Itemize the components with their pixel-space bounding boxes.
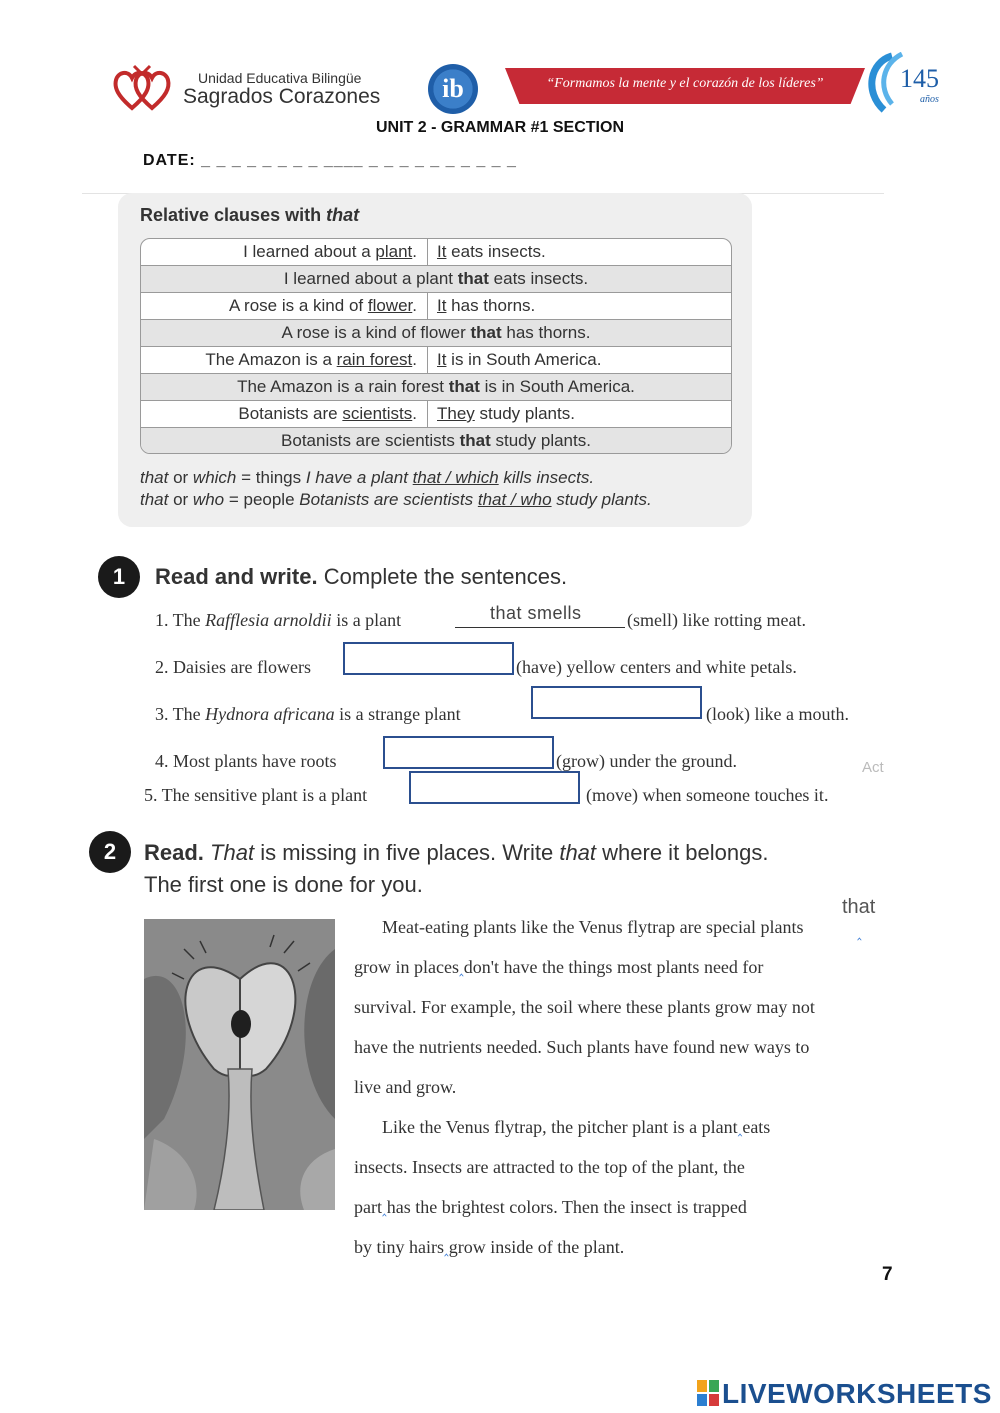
cell-text: .: [412, 296, 417, 315]
liveworksheets-brand[interactable]: LIVEWORKSHEETS: [722, 1378, 992, 1409]
note-example: study plants.: [551, 490, 652, 509]
table-cell: [141, 431, 731, 451]
answer-input-2[interactable]: [343, 642, 514, 675]
insert-point-icon[interactable]: ‸: [381, 1202, 387, 1217]
sentence-4-start: 4. Most plants have roots: [155, 751, 337, 771]
sentence-text: 3. The: [155, 704, 206, 724]
inserted-that-example: that: [842, 896, 876, 918]
table-cell: [141, 350, 427, 370]
sentence-italic: Rafflesia arnoldii: [205, 610, 332, 630]
venus-flytrap-photo: [144, 919, 335, 1210]
sentence-3-start: [155, 704, 461, 725]
section2-title-italic: That: [210, 840, 255, 865]
note-example-underlined: that / which: [412, 468, 499, 487]
passage-text: by tiny hairs: [354, 1237, 444, 1257]
usage-note-things: [140, 468, 594, 488]
grammar-title: [140, 205, 359, 226]
section2-title-text: is missing in five places. Write: [254, 840, 560, 865]
section2-title-italic: that: [559, 840, 597, 865]
sentence-text: 1. The: [155, 610, 206, 630]
sentence-2-end: (have) yellow centers and white petals.: [516, 657, 797, 677]
cell-text: study plants.: [490, 431, 591, 450]
liveworksheets-logo-icon: [697, 1380, 719, 1406]
cell-underlined: scientists: [342, 404, 413, 423]
sentence-5-start: 5. The sensitive plant is a plant: [144, 785, 368, 805]
note-word: which: [192, 468, 237, 487]
table-cell: [437, 404, 575, 424]
section1-title-rest: Complete the sentences.: [317, 564, 568, 589]
cell-text: I learned about a: [243, 242, 376, 261]
sentence-text: is a plant: [331, 610, 402, 630]
sentence-3-end: (look) like a mouth.: [706, 704, 849, 724]
table-cell: [141, 404, 427, 424]
unit-title: UNIT 2 - GRAMMAR #1 SECTION: [375, 119, 624, 136]
sentence-text: is a strange plant: [334, 704, 461, 724]
passage-text: grow in places: [354, 957, 459, 977]
passage-line-5: live and grow.: [354, 1077, 457, 1097]
table-row: [141, 401, 731, 428]
section2-badge: 2: [89, 831, 131, 873]
table-cell: [141, 377, 731, 397]
passage-line-6: [382, 1117, 770, 1138]
insert-point-icon[interactable]: ‸: [737, 1122, 743, 1137]
passage-line-8: [354, 1197, 747, 1218]
cell-text: Botanists are: [238, 404, 343, 423]
ib-seal-text: ib: [442, 74, 464, 103]
passage-line-4: have the nutrients needed. Such plants have found new ways to: [354, 1037, 810, 1057]
cell-underlined: It: [437, 296, 447, 315]
note-example-underlined: that / who: [477, 490, 552, 509]
grammar-title-keyword: that: [326, 205, 360, 225]
caret-icon: ‸: [857, 924, 862, 940]
cell-text: The Amazon is a rain forest: [237, 377, 449, 396]
note-example: kills insects.: [498, 468, 595, 487]
passage-text: don't have the things most plants need for: [463, 957, 764, 977]
passage-line-1: Meat-eating plants like the Venus flytrap are special plants: [382, 917, 804, 937]
table-row: [141, 266, 731, 293]
grammar-title-prefix: Relative clauses with: [140, 205, 327, 225]
school-name-line1: Unidad Educativa Bilingüe: [198, 70, 362, 86]
school-logo-hearts: [112, 62, 174, 112]
passage-text: has the brightest colors. Then the insect is trapped: [386, 1197, 747, 1217]
cell-text: .: [412, 404, 417, 423]
flytrap-illustration: [144, 919, 335, 1210]
note-word: that: [140, 490, 169, 509]
cell-underlined: It: [437, 350, 447, 369]
passage-text: Like the Venus flytrap, the pitcher plant is a plant: [382, 1117, 738, 1137]
page-number: 7: [882, 1264, 893, 1285]
passage-line-2: [354, 957, 763, 978]
cell-bold: that: [457, 269, 489, 288]
cell-bold: that: [459, 431, 491, 450]
note-example: I have a plant: [305, 468, 413, 487]
table-row: [141, 239, 731, 266]
school-name-line2: Sagrados Corazones: [183, 85, 381, 108]
sentence-2-start: 2. Daisies are flowers: [155, 657, 311, 677]
note-word: that: [140, 468, 169, 487]
insert-point-icon[interactable]: ‸: [458, 962, 464, 977]
note-word: who: [192, 490, 225, 509]
note-text: or: [168, 490, 193, 509]
cell-underlined: plant: [375, 242, 413, 261]
sentence-5-end: (move) when someone touches it.: [586, 785, 829, 805]
cell-bold: that: [448, 377, 480, 396]
section1-title: [155, 564, 567, 590]
section1-badge: 1: [98, 556, 140, 598]
cell-text: A rose is a kind of: [228, 296, 368, 315]
note-text: or: [168, 468, 193, 487]
cell-text: I learned about a plant: [283, 269, 458, 288]
table-row: [141, 293, 731, 320]
passage-line-7: insects. Insects are attracted to the top of the plant, the: [354, 1157, 745, 1177]
cell-text: has thorns.: [501, 323, 591, 342]
cell-text: eats insects.: [446, 242, 546, 261]
cell-divider: [427, 239, 428, 265]
table-cell: [141, 296, 427, 316]
note-text: = people: [224, 490, 300, 509]
anniversary-number: 145: [900, 64, 939, 93]
note-text: = things: [236, 468, 306, 487]
answer-input-3[interactable]: [531, 686, 702, 719]
cell-underlined: flower: [367, 296, 413, 315]
cell-underlined: It: [437, 242, 447, 261]
motto-text: “Formamos la mente y el corazón de los líderes”: [546, 76, 824, 91]
cell-text: study plants.: [474, 404, 575, 423]
table-cell: [437, 242, 546, 262]
cell-text: is in South America.: [446, 350, 602, 369]
table-row: [141, 374, 731, 401]
section2-subtitle: The first one is done for you.: [144, 872, 423, 897]
side-text: Act: [862, 759, 884, 776]
answer-input-5[interactable]: [409, 771, 580, 804]
section2-title: [144, 840, 768, 866]
cell-divider: [427, 401, 428, 427]
usage-note-people: [140, 490, 652, 510]
sentence-4-end: (grow) under the ground.: [556, 751, 737, 771]
answer-1-example: that smells: [490, 603, 582, 623]
section2-title-text: where it belongs.: [596, 840, 769, 865]
grammar-table: [140, 238, 732, 454]
table-row: [141, 428, 731, 454]
cell-text: has thorns.: [446, 296, 536, 315]
cell-divider: [427, 293, 428, 319]
table-cell: [437, 350, 601, 370]
answer-line-1: [455, 627, 625, 628]
insert-point-icon[interactable]: ‸: [444, 1242, 449, 1257]
answer-input-4[interactable]: [383, 736, 554, 769]
passage-text: part: [354, 1197, 382, 1217]
cell-bold: that: [470, 323, 502, 342]
anniversary-label: años: [920, 94, 939, 105]
cell-text: eats insects.: [488, 269, 589, 288]
table-row: [141, 320, 731, 347]
cell-text: The Amazon is a: [205, 350, 337, 369]
cell-text: Botanists are scientists: [281, 431, 460, 450]
table-cell: [141, 269, 731, 289]
section1-title-bold: Read and write.: [155, 564, 318, 589]
passage-text: eats: [742, 1117, 771, 1137]
sentence-1-start: [155, 610, 401, 631]
sentence-italic: Hydnora africana: [205, 704, 335, 724]
passage-line-3: survival. For example, the soil where these plants grow may not: [354, 997, 815, 1017]
note-example: Botanists are scientists: [299, 490, 478, 509]
section2-title-bold: Read.: [144, 840, 204, 865]
cell-divider: [427, 347, 428, 373]
table-row: [141, 347, 731, 374]
cell-text: is in South America.: [479, 377, 635, 396]
table-cell: [141, 242, 427, 262]
cell-text: .: [412, 350, 417, 369]
cell-text: .: [412, 242, 417, 261]
passage-text: grow inside of the plant.: [448, 1237, 625, 1257]
sentence-1-end: (smell) like rotting meat.: [627, 610, 806, 630]
cell-text: A rose is a kind of flower: [281, 323, 471, 342]
table-cell: [437, 296, 535, 316]
ib-seal: [428, 64, 478, 114]
cell-underlined: rain forest: [336, 350, 413, 369]
passage-line-9: [354, 1237, 624, 1258]
cell-underlined: They: [437, 404, 475, 423]
table-cell: [141, 323, 731, 343]
date-field: DATE: _ _ _ _ _ _ _ _ ____ _ _ _ _ _ _ _ _ _ _: [143, 152, 517, 169]
anniversary-logo: [862, 52, 948, 114]
